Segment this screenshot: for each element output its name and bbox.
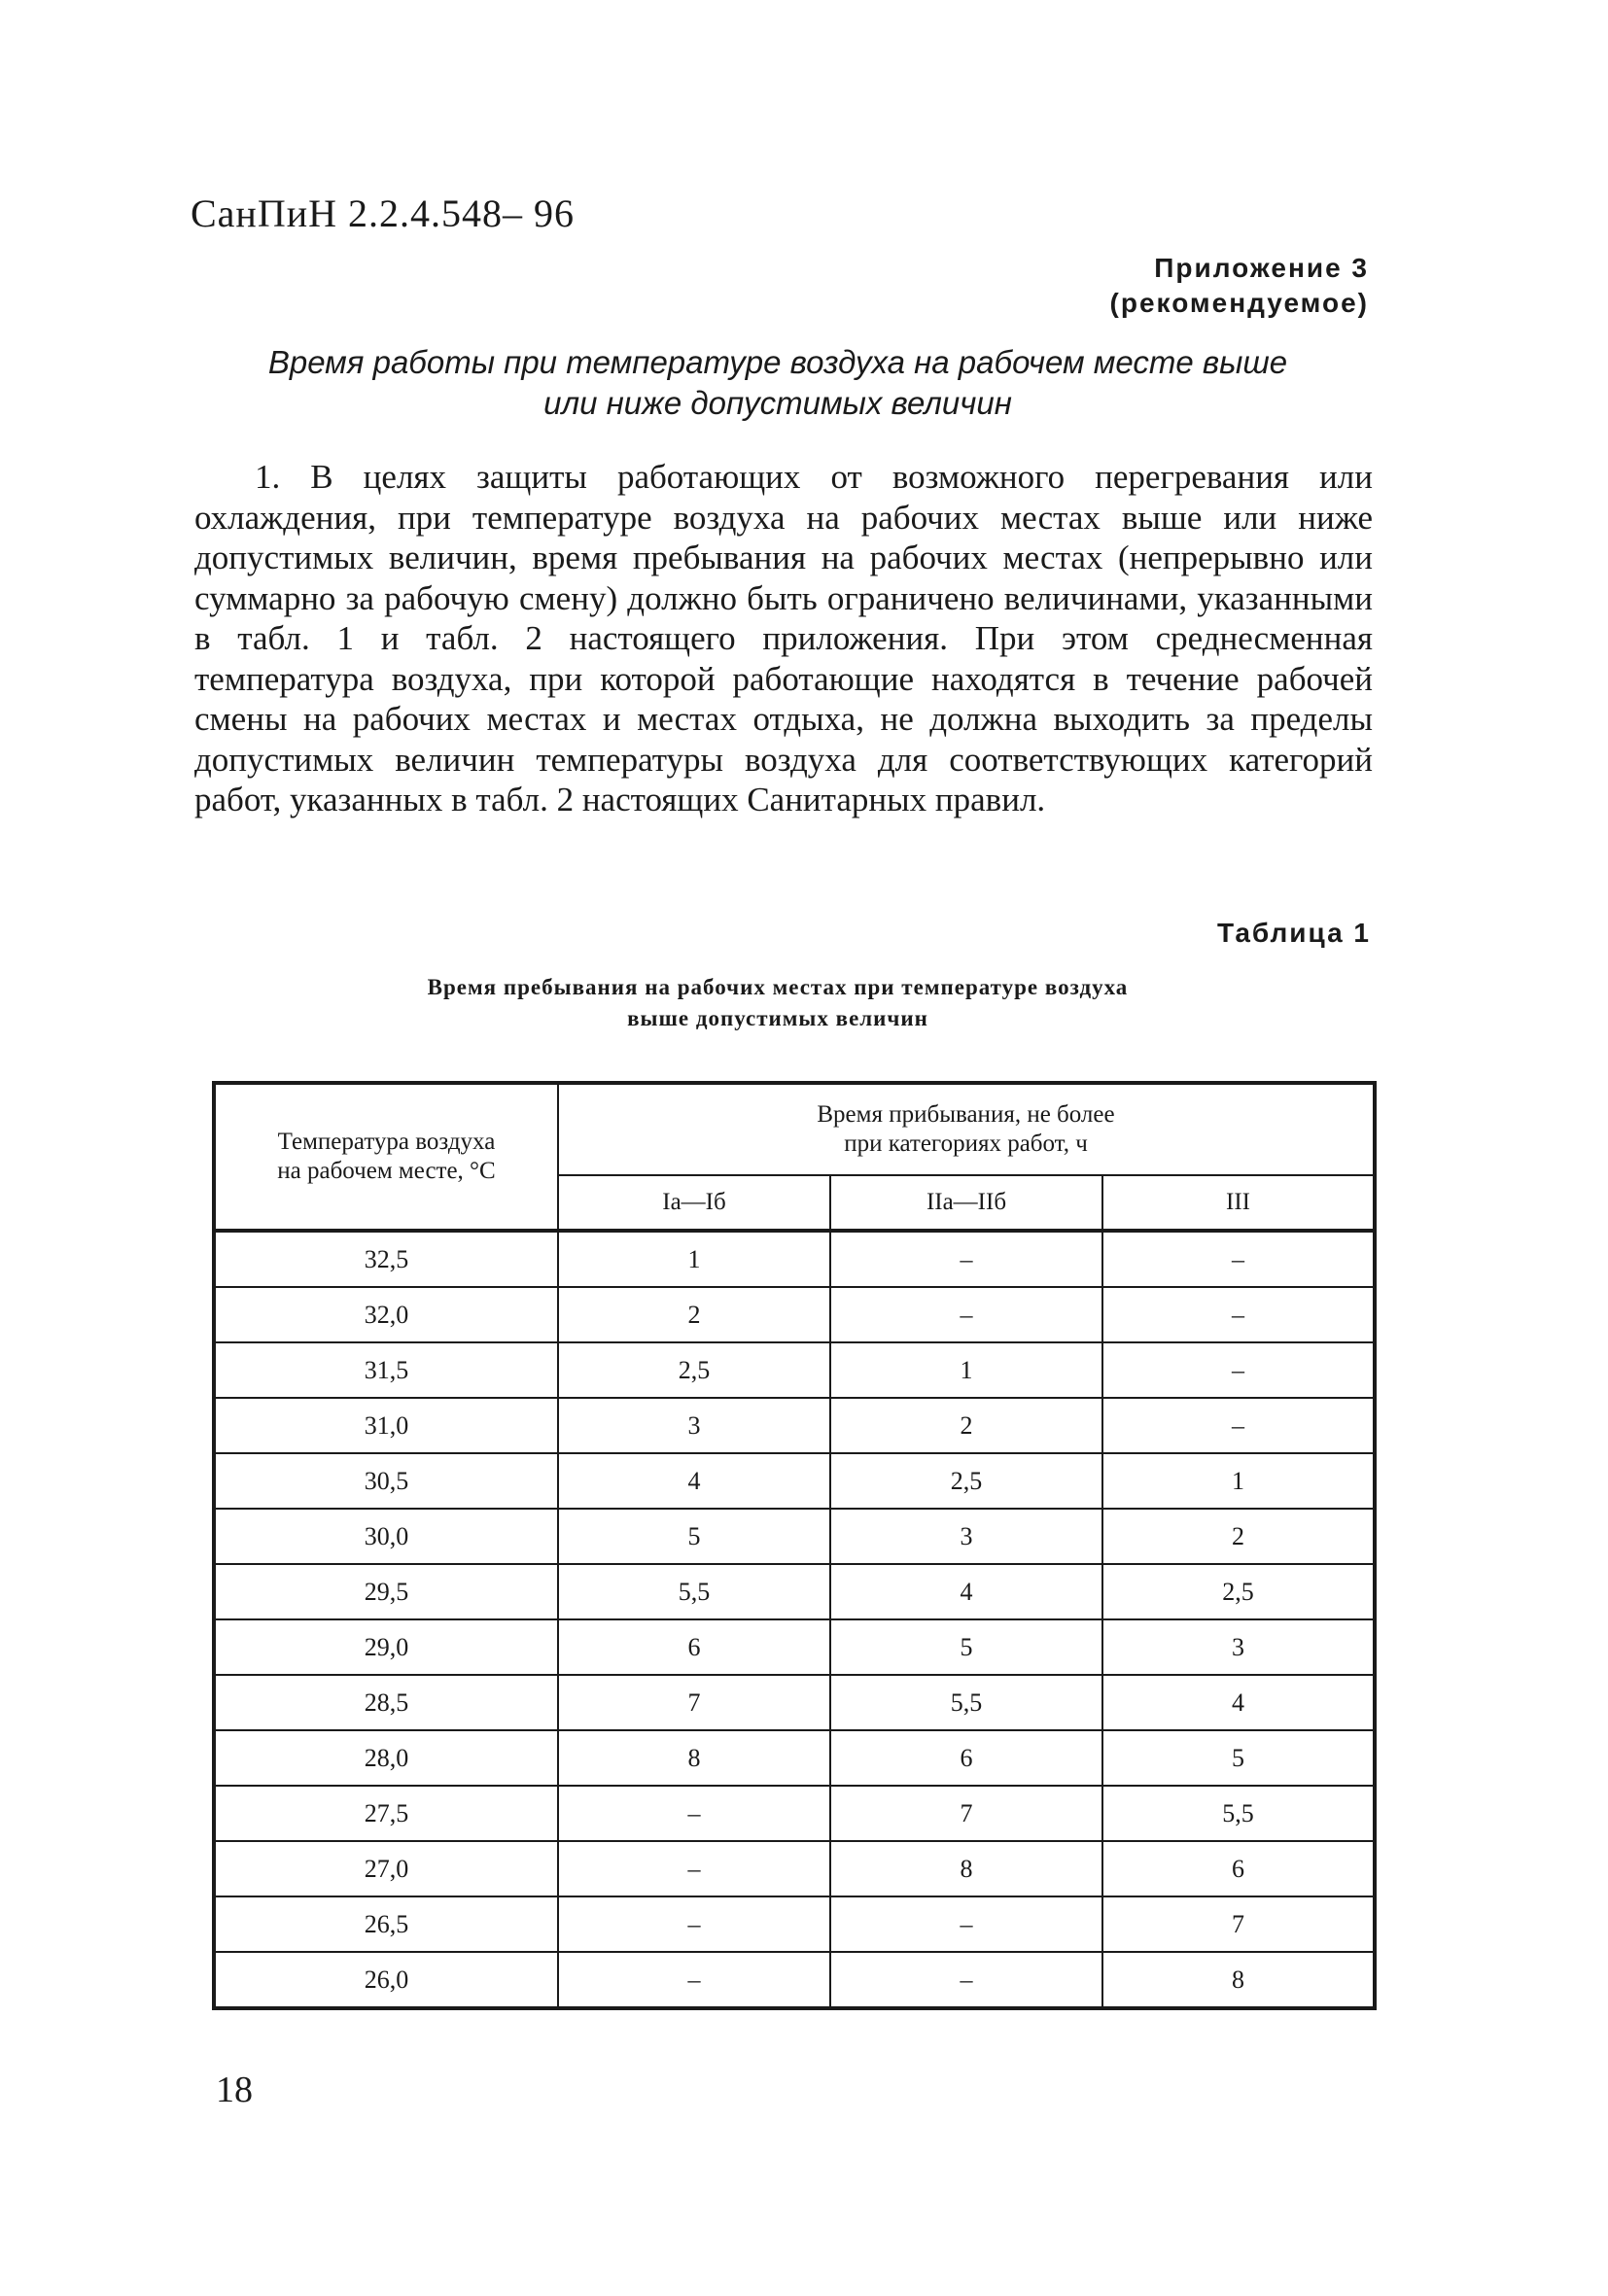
table-row (214, 1287, 1375, 1342)
cell-category-3: 4 (1102, 1675, 1375, 1730)
table-caption (243, 972, 1312, 1034)
cell-category-1: 2 (558, 1287, 830, 1342)
cell-category-3: – (1102, 1398, 1375, 1453)
table-caption-line-2: выше допустимых величин (627, 1006, 928, 1030)
header-time-group-line-2: при категориях работ, ч (844, 1131, 1088, 1157)
table-row (214, 1619, 1375, 1675)
cell-category-2: 8 (830, 1841, 1102, 1896)
table-row (214, 1231, 1375, 1287)
cell-category-3: 6 (1102, 1841, 1375, 1896)
body-paragraph-text: 1. В целях защиты работающих от возможного перегревания или охлаждения, при температуре воздуха на рабочих местах выше или ниже допустимых величин, время пребывания на рабочих местах (непрерывно или суммарно за рабочую смену) должно быть ограничено величинами, указанными в табл. 1 и табл. 2 настоящего приложения. При этом среднесменная температура воздуха, при которой работающие находятся в течение рабочей смены на рабочих местах и местах отдыха, не должна выходить за пределы допустимых величин температуры воздуха для соответствующих категорий работ, указанных в табл. 2 настоящих Санитарных правил. (194, 458, 1373, 818)
cell-temperature: 31,0 (214, 1398, 558, 1453)
table-row (214, 1398, 1375, 1453)
cell-category-1: 3 (558, 1398, 830, 1453)
table-body (214, 1231, 1375, 2008)
cell-category-2: 4 (830, 1564, 1102, 1619)
cell-temperature: 28,0 (214, 1730, 558, 1786)
cell-category-3: 3 (1102, 1619, 1375, 1675)
cell-category-2: – (830, 1287, 1102, 1342)
cell-category-3: 5,5 (1102, 1786, 1375, 1841)
cell-category-3: – (1102, 1231, 1375, 1287)
cell-category-1: 4 (558, 1453, 830, 1509)
table-row (214, 1342, 1375, 1398)
cell-category-2: 7 (830, 1786, 1102, 1841)
cell-category-1: – (558, 1786, 830, 1841)
header-temperature (214, 1083, 558, 1231)
cell-temperature: 27,0 (214, 1841, 558, 1896)
cell-temperature: 32,5 (214, 1231, 558, 1287)
table-row (214, 1896, 1375, 1952)
appendix-number: Приложение 3 (1154, 253, 1369, 283)
cell-category-3: 2 (1102, 1509, 1375, 1564)
cell-category-1: 2,5 (558, 1342, 830, 1398)
cell-category-2: 5 (830, 1619, 1102, 1675)
cell-category-3: – (1102, 1342, 1375, 1398)
table-row (214, 1952, 1375, 2008)
cell-category-3: – (1102, 1287, 1375, 1342)
section-title-line-2: или ниже допустимых величин (543, 385, 1012, 421)
cell-category-2: – (830, 1952, 1102, 2008)
section-title-line-1: Время работы при температуре воздуха на рабочем месте выше (267, 344, 1288, 380)
cell-category-2: 2 (830, 1398, 1102, 1453)
table-row (214, 1453, 1375, 1509)
table-row (214, 1675, 1375, 1730)
table-header (214, 1083, 1375, 1231)
cell-temperature: 29,5 (214, 1564, 558, 1619)
cell-category-1: 5 (558, 1509, 830, 1564)
table-caption-line-1: Время пребывания на рабочих местах при температуре воздуха (427, 975, 1129, 999)
cell-category-1: 6 (558, 1619, 830, 1675)
cell-category-2: 6 (830, 1730, 1102, 1786)
cell-temperature: 32,0 (214, 1287, 558, 1342)
cell-category-1: – (558, 1841, 830, 1896)
header-temperature-line-1: Температура воздуха (277, 1129, 496, 1155)
cell-category-1: 1 (558, 1231, 830, 1287)
table-row (214, 1841, 1375, 1896)
cell-temperature: 30,0 (214, 1509, 558, 1564)
table-label: Таблица 1 (1216, 918, 1371, 948)
cell-category-2: 1 (830, 1342, 1102, 1398)
body-paragraph (194, 457, 1373, 820)
cell-category-2: – (830, 1231, 1102, 1287)
cell-category-3: 2,5 (1102, 1564, 1375, 1619)
table-row (214, 1509, 1375, 1564)
table-row (214, 1786, 1375, 1841)
header-time-group-line-1: Время прибывания, не более (817, 1101, 1115, 1128)
cell-category-3: 5 (1102, 1730, 1375, 1786)
header-category-1: Iа—Iб (558, 1175, 830, 1231)
appendix-label (1110, 251, 1369, 321)
table-row (214, 1730, 1375, 1786)
section-title (194, 342, 1361, 424)
cell-category-1: 7 (558, 1675, 830, 1730)
table-row (214, 1564, 1375, 1619)
header-category-2: IIа—IIб (830, 1175, 1102, 1231)
cell-temperature: 26,5 (214, 1896, 558, 1952)
cell-temperature: 28,5 (214, 1675, 558, 1730)
cell-category-1: 8 (558, 1730, 830, 1786)
cell-temperature: 26,0 (214, 1952, 558, 2008)
cell-temperature: 29,0 (214, 1619, 558, 1675)
cell-temperature: 31,5 (214, 1342, 558, 1398)
cell-category-2: 2,5 (830, 1453, 1102, 1509)
cell-category-3: 8 (1102, 1952, 1375, 2008)
page-number: 18 (216, 2070, 253, 2110)
temperature-time-table (212, 1081, 1377, 2010)
cell-category-2: 3 (830, 1509, 1102, 1564)
header-time-group (558, 1083, 1375, 1175)
header-temperature-line-2: на рабочем месте, °С (277, 1158, 496, 1184)
cell-category-3: 7 (1102, 1896, 1375, 1952)
appendix-status: (рекомендуемое) (1109, 288, 1369, 318)
cell-category-2: – (830, 1896, 1102, 1952)
cell-temperature: 27,5 (214, 1786, 558, 1841)
cell-temperature: 30,5 (214, 1453, 558, 1509)
document-code: СанПиН 2.2.4.548– 96 (191, 191, 576, 235)
cell-category-1: – (558, 1952, 830, 2008)
cell-category-1: – (558, 1896, 830, 1952)
header-category-3: III (1102, 1175, 1375, 1231)
cell-category-3: 1 (1102, 1453, 1375, 1509)
cell-category-1: 5,5 (558, 1564, 830, 1619)
cell-category-2: 5,5 (830, 1675, 1102, 1730)
